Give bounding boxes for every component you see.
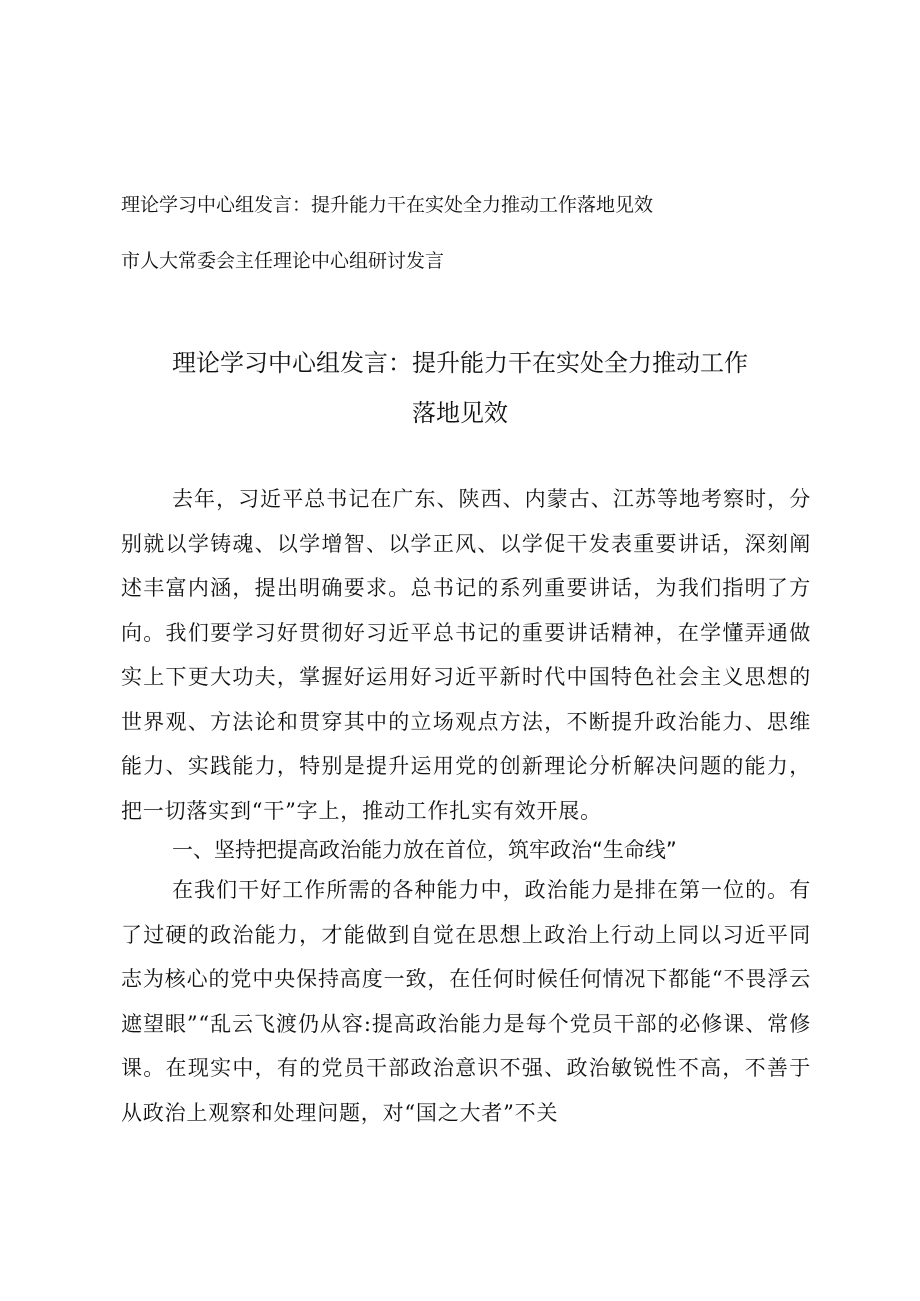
header-title: 理论学习中心组发言：提升能力干在实处全力推动工作落地见效 bbox=[121, 194, 654, 216]
body-paragraph-2: 在我们干好工作所需的各种能力中，政治能力是排在第一位的。有了过硬的政治能力，才能做到自觉在思想上政治上行动上同以习近平同志为核心的党中央保持高度一致，在任何时候任何情况下都能“不畏浮云遮望眼”“乱云飞渡仍从容:提高政治能力是每个党员干部的必修课、常修课。在现实中，有的党员干部政治意识不强、政治敏锐性不高，不善于从政治上观察和处理问题，对“国之大者”不关 bbox=[121, 878, 811, 1125]
main-title-line-1: 理论学习中心组发言：提升能力干在实处全力推动工作 bbox=[172, 349, 748, 377]
body-paragraph-1: 去年，习近平总书记在广东、陕西、内蒙古、江苏等地考察时，分别就以学铸魂、以学增智、以学正风、以学促干发表重要讲话，深刻阐述丰富内涵，提出明确要求。总书记的系列重要讲话，为我们指明了方向。我们要学习好贯彻好习近平总书记的重要讲话精神，在学懂弄通做实上下更大功夫，掌握好运用好习近平新时代中国特色社会主义思想的世界观、方法论和贯穿其中的立场观点方法，不断提升政治能力、思维能力、实践能力，特别是提升运用党的创新理论分析解决问题的能力，把一切落实到“干”字上，推动工作扎实有效开展。 bbox=[121, 487, 811, 823]
main-title-line-2: 落地见效 bbox=[412, 399, 508, 427]
section-heading-1: 一、坚持把提高政治能力放在首位，筑牢政治“生命线” bbox=[172, 838, 677, 862]
header-subtitle: 市人大常委会主任理论中心组研讨发言 bbox=[121, 250, 445, 272]
main-title bbox=[110, 338, 810, 438]
